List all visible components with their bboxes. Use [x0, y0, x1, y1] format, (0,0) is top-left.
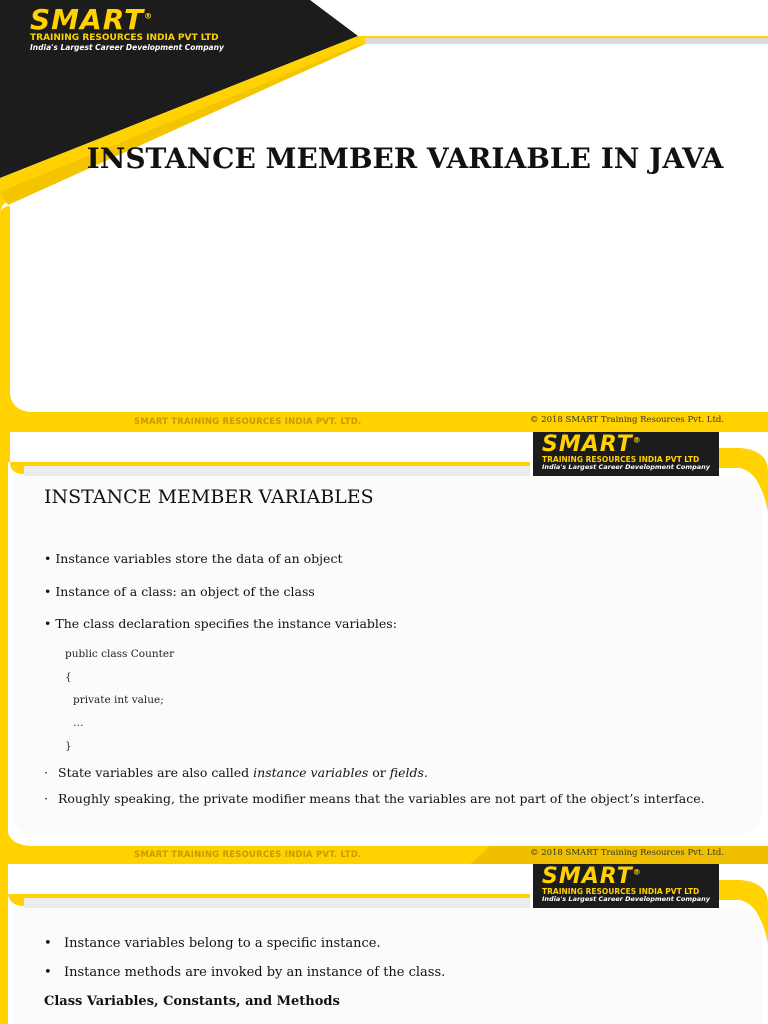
registered-mark: ® — [144, 11, 154, 21]
small-bullet: · — [44, 765, 48, 780]
bullet-item — [44, 936, 381, 951]
footer-copyright: © 2018 SMART Training Resources Pvt. Ltd. — [530, 415, 724, 425]
registered-mark: ® — [632, 867, 642, 877]
note-line — [44, 791, 705, 806]
bullet-text: Instance of a class: an object of the class — [55, 584, 315, 599]
bullet-dot: • — [44, 965, 52, 980]
code-line: private int value; — [73, 694, 164, 706]
logo-tagline: India's Largest Career Development Company — [30, 42, 224, 52]
code-line: … — [73, 717, 84, 729]
footer-company: SMART TRAINING RESOURCES INDIA PVT. LTD. — [134, 417, 362, 427]
brand-logo — [30, 3, 224, 52]
logo-subtitle: TRAINING RESOURCES INDIA PVT LTD — [542, 455, 700, 464]
brand-logo-2 — [542, 434, 710, 471]
bullet-text: Instance variables store the data of an object — [55, 551, 343, 566]
slide-heading: INSTANCE MEMBER VARIABLES — [44, 486, 374, 508]
slide-1 — [0, 0, 768, 432]
logo-wordmark: SMART — [30, 3, 145, 36]
bullet-item — [44, 965, 445, 980]
logo-subtitle: TRAINING RESOURCES INDIA PVT LTD — [542, 887, 700, 896]
note-text: . — [423, 765, 428, 780]
note-text: Roughly speaking, the private modifier means that the variables are not part of the object’s interface. — [58, 791, 705, 806]
bullet-item — [44, 616, 397, 631]
note-text: or — [368, 765, 390, 780]
note-emphasis: instance variables — [253, 765, 369, 780]
logo-wordmark: SMART — [542, 432, 633, 457]
brand-logo-3 — [542, 866, 710, 903]
bullet-item — [44, 551, 342, 566]
bullet-text: Instance methods are invoked by an instance of the class. — [64, 965, 446, 980]
small-bullet: · — [44, 791, 48, 806]
logo-tagline: India's Largest Career Development Company — [542, 463, 711, 472]
note-text: State variables are also called — [58, 765, 254, 780]
slide-title: INSTANCE MEMBER VARIABLE IN JAVA — [86, 142, 724, 175]
code-line: } — [65, 740, 72, 752]
footer-copyright: © 2018 SMART Training Resources Pvt. Ltd. — [530, 848, 724, 858]
subheading: Class Variables, Constants, and Methods — [44, 994, 340, 1009]
footer-company: SMART TRAINING RESOURCES INDIA PVT. LTD. — [134, 850, 362, 860]
bullet-dot: • — [44, 616, 52, 631]
note-emphasis: fields — [389, 765, 424, 780]
bullet-text: Instance variables belong to a specific instance. — [64, 936, 381, 951]
bullet-dot: • — [44, 584, 52, 599]
code-line: public class Counter — [65, 648, 175, 660]
logo-wordmark: SMART — [542, 864, 633, 889]
slide-1-frame — [0, 0, 768, 432]
logo-tagline: India's Largest Career Development Company — [542, 895, 711, 904]
bullet-dot: • — [44, 936, 52, 951]
code-line: { — [65, 671, 72, 683]
note-line — [44, 765, 428, 780]
logo-subtitle: TRAINING RESOURCES INDIA PVT LTD — [30, 33, 219, 43]
registered-mark: ® — [632, 435, 642, 445]
slide-2-footer — [0, 842, 768, 864]
bullet-dot: • — [44, 551, 52, 566]
slide-1-footer — [0, 410, 768, 432]
bullet-item — [44, 584, 315, 599]
bullet-text: The class declaration specifies the instance variables: — [55, 616, 397, 631]
